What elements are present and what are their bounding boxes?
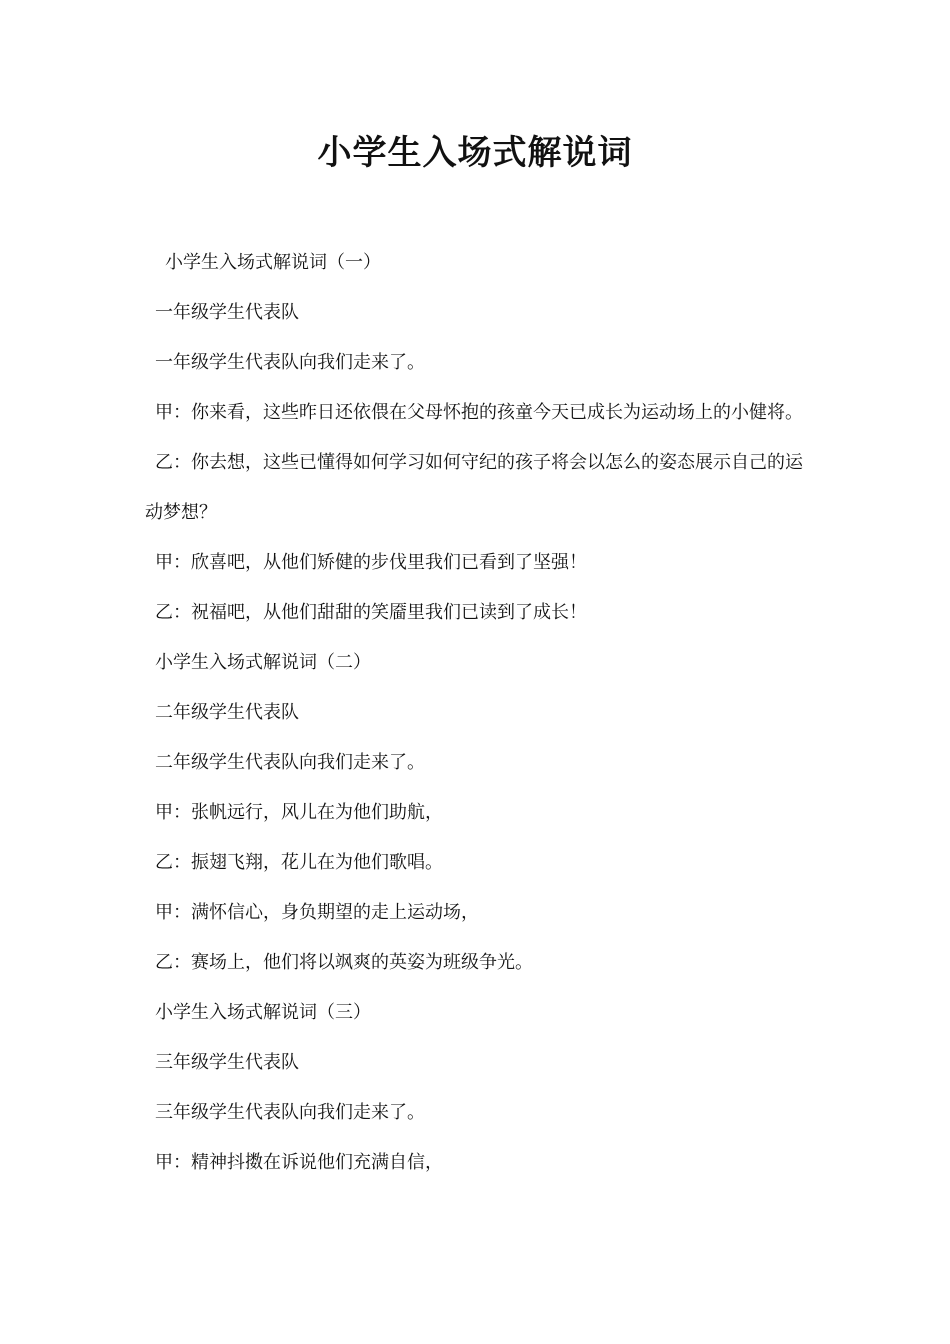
section-heading-2: 小学生入场式解说词（二） (155, 652, 371, 673)
paragraph: 三年级学生代表队 (155, 1052, 299, 1073)
paragraph: 二年级学生代表队 (155, 702, 299, 723)
paragraph: 一年级学生代表队向我们走来了。 (155, 352, 425, 373)
paragraph: 乙：你去想，这些已懂得如何学习如何守纪的孩子将会以怎么的姿态展示自己的运动梦想？ (145, 452, 803, 523)
paragraph: 二年级学生代表队向我们走来了。 (155, 752, 425, 773)
paragraph: 乙：赛场上，他们将以飒爽的英姿为班级争光。 (155, 952, 533, 973)
section-heading-1: 小学生入场式解说词（一） (165, 252, 381, 273)
document-title: 小学生入场式解说词 (317, 133, 633, 173)
document-body (145, 238, 815, 1188)
paragraph: 乙：祝福吧，从他们甜甜的笑靥里我们已读到了成长！ (155, 602, 587, 623)
paragraph: 甲：精神抖擞在诉说他们充满自信， (155, 1152, 443, 1173)
paragraph: 乙：振翅飞翔，花儿在为他们歌唱。 (155, 852, 443, 873)
section-heading-3: 小学生入场式解说词（三） (155, 1002, 371, 1023)
paragraph: 甲：满怀信心，身负期望的走上运动场， (155, 902, 479, 923)
paragraph: 甲：欣喜吧，从他们矫健的步伐里我们已看到了坚强！ (155, 552, 587, 573)
paragraph: 三年级学生代表队向我们走来了。 (155, 1102, 425, 1123)
paragraph: 甲：张帆远行，风儿在为他们助航， (155, 802, 443, 823)
paragraph: 一年级学生代表队 (155, 302, 299, 323)
paragraph: 甲：你来看，这些昨日还依偎在父母怀抱的孩童今天已成长为运动场上的小健将。 (155, 402, 803, 423)
